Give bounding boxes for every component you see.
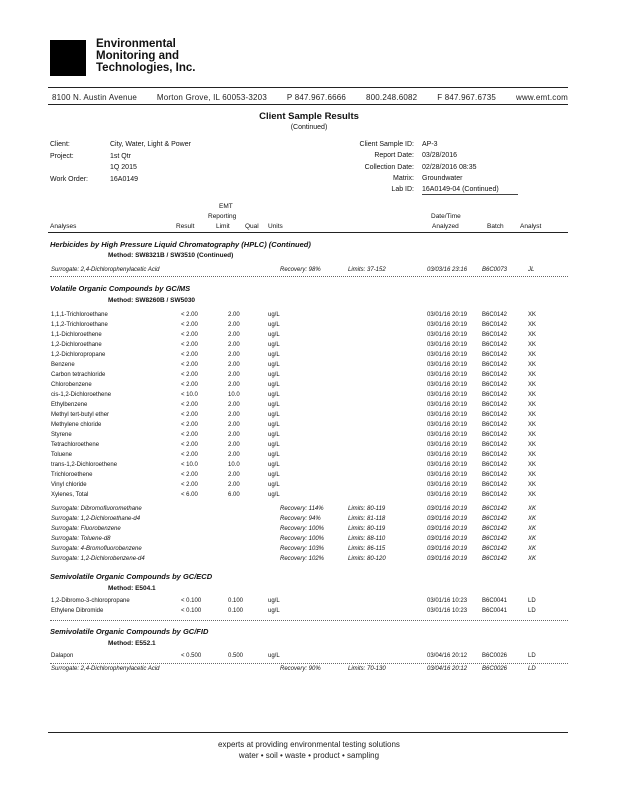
limits: Limits: 80-119 — [348, 506, 386, 512]
table-row — [50, 381, 568, 389]
analyzed-date: 03/01/16 20:19 — [427, 462, 468, 468]
col-reporting: Reporting — [208, 213, 237, 220]
analyzed-date: 03/01/16 20:19 — [427, 352, 468, 358]
analyzed-date: 03/01/16 20:19 — [427, 536, 468, 542]
analyte-name: Styrene — [51, 432, 72, 438]
analyte-name: Ethylene Dibromide — [51, 608, 104, 614]
reporting-limit: 2.00 — [228, 312, 240, 318]
col-analyses: Analyses — [50, 223, 77, 230]
analyte-name: Toluene — [51, 452, 73, 458]
analyzed-date: 03/01/16 20:19 — [427, 516, 468, 522]
result: < 2.00 — [181, 332, 198, 338]
method-voc: Method: SW8260B / SW5030 — [108, 297, 196, 304]
batch: B6C0142 — [482, 312, 508, 318]
reporting-limit: 2.00 — [228, 422, 240, 428]
result: < 2.00 — [181, 372, 198, 378]
analyzed-date: 03/01/16 20:19 — [427, 362, 468, 368]
matrix-label: Matrix: — [393, 175, 414, 182]
company-logo — [50, 40, 86, 76]
reporting-limit: 2.00 — [228, 372, 240, 378]
reporting-limit: 6.00 — [228, 492, 240, 498]
col-emt: EMT — [219, 203, 233, 210]
recovery: Recovery: 102% — [280, 556, 325, 562]
table-row — [50, 331, 568, 339]
table-row — [50, 361, 568, 369]
reporting-limit: 2.00 — [228, 362, 240, 368]
project-period-value: 1Q 2015 — [110, 164, 137, 171]
analyzed-date: 03/01/16 20:19 — [427, 332, 468, 338]
analyzed-date: 03/01/16 20:19 — [427, 392, 468, 398]
analyzed-date: 03/01/16 20:19 — [427, 556, 468, 562]
limits: Limits: 80-119 — [348, 526, 386, 532]
analyzed-date: 03/01/16 20:19 — [427, 546, 468, 552]
table-row — [50, 311, 568, 319]
company-name-line3: Technologies, Inc. — [96, 62, 196, 74]
method-svoc-fid: Method: E552.1 — [108, 640, 156, 647]
analyte-name: Tetrachloroethene — [51, 442, 100, 448]
collection-date-value: 02/28/2016 08:35 — [422, 164, 477, 171]
result: < 10.0 — [181, 462, 198, 468]
batch: B6C0142 — [482, 492, 508, 498]
col-datetime: Date/Time — [431, 213, 461, 220]
analyzed-date: 03/01/16 20:19 — [427, 472, 468, 478]
analyzed-date: 03/01/16 20:19 — [427, 412, 468, 418]
section-title-voc: Volatile Organic Compounds by GC/MS — [50, 284, 191, 293]
batch: B6C0142 — [482, 556, 508, 562]
column-header-divider — [48, 232, 568, 233]
analyst: XK — [528, 556, 537, 562]
collection-date-label: Collection Date: — [364, 164, 414, 171]
analyst: LD — [528, 666, 536, 672]
sample-id-value: AP-3 — [422, 141, 438, 148]
footer-services: water • soil • waste • product • sampling — [238, 751, 380, 760]
address-phone: P 847.967.6666 — [286, 93, 347, 102]
units: ug/L — [268, 653, 280, 659]
analyte-name: Ethylbenzene — [51, 402, 88, 408]
analyst: JL — [528, 267, 535, 273]
table-row — [50, 597, 568, 605]
analyte-name: Methylene chloride — [51, 422, 102, 428]
report-subtitle: (Continued) — [290, 124, 328, 131]
analyzed-date: 03/04/16 20:12 — [427, 653, 468, 659]
col-batch: Batch — [487, 223, 504, 230]
batch: B6C0142 — [482, 462, 508, 468]
analyst: LD — [528, 598, 536, 604]
recovery: Recovery: 103% — [280, 546, 325, 552]
analyst: XK — [528, 472, 537, 478]
section-title-hplc: Herbicides by High Pressure Liquid Chromatography (HPLC) (Continued) — [50, 240, 311, 249]
analyst: XK — [528, 352, 537, 358]
analyte-name: 1,1,1-Trichloroethane — [51, 312, 108, 318]
batch: B6C0142 — [482, 516, 508, 522]
reporting-limit: 2.00 — [228, 442, 240, 448]
table-row — [50, 351, 568, 359]
analyte-name: 1,1-Dichloroethene — [51, 332, 102, 338]
method-svoc-ecd: Method: E504.1 — [108, 585, 156, 592]
analyzed-date: 03/01/16 20:19 — [427, 482, 468, 488]
result: < 0.500 — [181, 653, 202, 659]
result: < 2.00 — [181, 352, 198, 358]
batch: B6C0142 — [482, 402, 508, 408]
analyst: XK — [528, 546, 537, 552]
result: < 2.00 — [181, 402, 198, 408]
analyzed-date: 03/04/16 20:12 — [427, 666, 468, 672]
lab-id-value: 16A0149-04 (Continued) — [422, 186, 499, 193]
batch: B6C0073 — [482, 267, 508, 273]
analyte-name: Trichloroethene — [51, 472, 93, 478]
batch: B6C0142 — [482, 372, 508, 378]
limits: Limits: 88-110 — [348, 536, 386, 542]
analyzed-date: 03/01/16 10:23 — [427, 598, 468, 604]
table-row — [50, 652, 568, 660]
result: < 2.00 — [181, 442, 198, 448]
analyte-name: 1,2-Dichloroethane — [51, 342, 102, 348]
reporting-limit: 2.00 — [228, 382, 240, 388]
units: ug/L — [268, 342, 280, 348]
units: ug/L — [268, 472, 280, 478]
method-hplc: Method: SW8321B / SW3510 (Continued) — [108, 252, 234, 259]
reporting-limit: 2.00 — [228, 482, 240, 488]
header-divider-top — [48, 87, 568, 88]
batch: B6C0142 — [482, 392, 508, 398]
batch: B6C0142 — [482, 536, 508, 542]
analyst: XK — [528, 362, 537, 368]
result: < 6.00 — [181, 492, 198, 498]
surrogate-row — [50, 525, 568, 533]
units: ug/L — [268, 312, 280, 318]
result: < 2.00 — [181, 322, 198, 328]
section-divider — [50, 620, 568, 621]
company-name-line2: Monitoring and — [96, 50, 180, 62]
analyst: XK — [528, 322, 537, 328]
analyte-name: 1,2-Dibromo-3-chloropropane — [51, 598, 130, 604]
analyzed-date: 03/01/16 20:19 — [427, 312, 468, 318]
analyst: XK — [528, 412, 537, 418]
recovery: Recovery: 114% — [280, 506, 324, 512]
analyst: XK — [528, 422, 537, 428]
units: ug/L — [268, 432, 280, 438]
analyst: XK — [528, 442, 537, 448]
section-divider — [50, 663, 568, 664]
sample-id-label: Client Sample ID: — [359, 141, 414, 148]
analyst: LD — [528, 608, 536, 614]
batch: B6C0142 — [482, 422, 508, 428]
analyst: XK — [528, 452, 537, 458]
header-divider-bottom — [48, 104, 568, 105]
table-row — [50, 391, 568, 399]
result: < 2.00 — [181, 312, 198, 318]
batch: B6C0142 — [482, 432, 508, 438]
analyzed-date: 03/03/16 23:16 — [427, 267, 468, 273]
analyst: XK — [528, 536, 537, 542]
address-street: 8100 N. Austin Avenue — [52, 93, 138, 102]
surrogate-row — [50, 515, 568, 523]
analyte-name: Benzene — [51, 362, 75, 368]
table-row — [50, 481, 568, 489]
recovery: Recovery: 90% — [280, 666, 321, 672]
project-label: Project: — [50, 153, 74, 160]
client-label: Client: — [50, 141, 70, 148]
units: ug/L — [268, 452, 280, 458]
analyte-name: cis-1,2-Dichloroethene — [51, 392, 112, 398]
analyzed-date: 03/01/16 20:19 — [427, 422, 468, 428]
result: < 10.0 — [181, 392, 198, 398]
analyte-name: Xylenes, Total — [51, 492, 89, 498]
reporting-limit: 0.100 — [228, 598, 244, 604]
section-divider — [50, 276, 568, 277]
analyte-name: Surrogate: 2,4-Dichlorophenylacetic Acid — [51, 267, 160, 273]
units: ug/L — [268, 608, 280, 614]
section-title-svoc-fid: Semivolatile Organic Compounds by GC/FID — [50, 627, 209, 636]
col-result: Result — [176, 223, 195, 230]
batch: B6C0142 — [482, 452, 508, 458]
batch: B6C0142 — [482, 526, 508, 532]
units: ug/L — [268, 492, 280, 498]
analyst: XK — [528, 332, 537, 338]
analyst: XK — [528, 506, 537, 512]
company-name — [96, 38, 195, 74]
analyzed-date: 03/01/16 20:19 — [427, 372, 468, 378]
table-row — [50, 401, 568, 409]
units: ug/L — [268, 402, 280, 408]
analyzed-date: 03/01/16 20:19 — [427, 342, 468, 348]
analyte-name: Surrogate: 4-Bromofluorobenzene — [51, 546, 142, 552]
report-date-value: 03/28/2016 — [422, 152, 458, 159]
units: ug/L — [268, 422, 280, 428]
batch: B6C0142 — [482, 506, 508, 512]
limits: Limits: 86-115 — [348, 546, 386, 552]
batch: B6C0142 — [482, 412, 508, 418]
section-title-svoc-ecd: Semivolatile Organic Compounds by GC/ECD — [50, 572, 213, 581]
table-row — [50, 431, 568, 439]
batch: B6C0142 — [482, 472, 508, 478]
analyzed-date: 03/01/16 20:19 — [427, 492, 468, 498]
work-order-label: Work Order: — [50, 176, 88, 183]
surrogate-row — [50, 555, 568, 563]
recovery: Recovery: 100% — [280, 526, 325, 532]
reporting-limit: 0.100 — [228, 608, 244, 614]
col-analyzed: Analyzed — [432, 223, 459, 230]
analyst: XK — [528, 342, 537, 348]
result: < 2.00 — [181, 432, 198, 438]
table-row — [50, 421, 568, 429]
batch: B6C0026 — [482, 653, 508, 659]
units: ug/L — [268, 598, 280, 604]
address-tollfree: 800.248.6082 — [365, 93, 418, 102]
units: ug/L — [268, 412, 280, 418]
units: ug/L — [268, 352, 280, 358]
reporting-limit: 2.00 — [228, 432, 240, 438]
surrogate-row — [50, 266, 568, 274]
limits: Limits: 81-118 — [348, 516, 386, 522]
batch: B6C0142 — [482, 352, 508, 358]
table-row — [50, 441, 568, 449]
analyzed-date: 03/01/16 20:19 — [427, 402, 468, 408]
reporting-limit: 10.0 — [228, 462, 240, 468]
batch: B6C0142 — [482, 362, 508, 368]
result: < 0.100 — [181, 608, 202, 614]
table-row — [50, 461, 568, 469]
reporting-limit: 2.00 — [228, 322, 240, 328]
analyzed-date: 03/01/16 20:19 — [427, 506, 468, 512]
footer-divider — [48, 732, 568, 733]
reporting-limit: 2.00 — [228, 342, 240, 348]
units: ug/L — [268, 462, 280, 468]
batch: B6C0041 — [482, 598, 508, 604]
limits: Limits: 70-130 — [348, 666, 386, 672]
reporting-limit: 2.00 — [228, 352, 240, 358]
analyzed-date: 03/01/16 20:19 — [427, 432, 468, 438]
analyzed-date: 03/01/16 20:19 — [427, 322, 468, 328]
analyte-name: Surrogate: 2,4-Dichlorophenylacetic Acid — [51, 666, 160, 672]
analyst: LD — [528, 653, 536, 659]
analyst: XK — [528, 382, 537, 388]
units: ug/L — [268, 372, 280, 378]
address-website: www.emt.com — [515, 93, 568, 102]
surrogate-row — [50, 535, 568, 543]
table-row — [50, 491, 568, 499]
work-order-value: 16A0149 — [110, 176, 139, 183]
batch: B6C0142 — [482, 322, 508, 328]
analyte-name: Surrogate: Fluorobenzene — [51, 526, 121, 532]
reporting-limit: 2.00 — [228, 452, 240, 458]
analyte-name: 1,2-Dichloropropane — [51, 352, 106, 358]
recovery: Recovery: 98% — [280, 267, 321, 273]
analyzed-date: 03/01/16 20:19 — [427, 382, 468, 388]
analyst: XK — [528, 526, 537, 532]
result: < 2.00 — [181, 382, 198, 388]
analyte-name: Dalapon — [51, 653, 74, 659]
lab-id-underline — [422, 194, 518, 195]
surrogate-row — [50, 665, 568, 673]
limits: Limits: 80-120 — [348, 556, 386, 562]
batch: B6C0142 — [482, 546, 508, 552]
analyst: XK — [528, 402, 537, 408]
table-row — [50, 411, 568, 419]
col-units: Units — [268, 223, 283, 230]
analyte-name: Surrogate: 1,2-Dichloroethane-d4 — [51, 516, 141, 522]
address-fax: F 847.967.6735 — [437, 93, 497, 102]
reporting-limit: 2.00 — [228, 402, 240, 408]
analyst: XK — [528, 392, 537, 398]
col-qual: Qual — [245, 223, 259, 230]
analyst: XK — [528, 372, 537, 378]
result: < 2.00 — [181, 412, 198, 418]
table-row — [50, 607, 568, 615]
units: ug/L — [268, 442, 280, 448]
recovery: Recovery: 94% — [280, 516, 321, 522]
table-row — [50, 451, 568, 459]
result: < 2.00 — [181, 362, 198, 368]
surrogate-row — [50, 545, 568, 553]
result: < 0.100 — [181, 598, 202, 604]
report-date-label: Report Date: — [374, 152, 414, 159]
analyte-name: Surrogate: Dibromofluoromethane — [51, 506, 142, 512]
analyst: XK — [528, 432, 537, 438]
table-row — [50, 341, 568, 349]
report-title: Client Sample Results — [259, 111, 359, 122]
address-city: Morton Grove, IL 60053-3203 — [156, 93, 267, 102]
col-limit: Limit — [216, 223, 230, 230]
analyte-name: Surrogate: 1,2-Dichlorobenzene-d4 — [51, 556, 145, 562]
analyzed-date: 03/01/16 10:23 — [427, 608, 468, 614]
recovery: Recovery: 100% — [280, 536, 325, 542]
analyte-name: Methyl tert-butyl ether — [51, 412, 110, 418]
result: < 2.00 — [181, 342, 198, 348]
units: ug/L — [268, 362, 280, 368]
analyst: XK — [528, 312, 537, 318]
lab-id-label: Lab ID: — [391, 186, 414, 193]
reporting-limit: 2.00 — [228, 412, 240, 418]
units: ug/L — [268, 482, 280, 488]
analyte-name: 1,1,2-Trichloroethane — [51, 322, 108, 328]
analyst: XK — [528, 462, 537, 468]
matrix-value: Groundwater — [422, 175, 463, 182]
result: < 2.00 — [181, 482, 198, 488]
reporting-limit: 0.500 — [228, 653, 244, 659]
table-row — [50, 371, 568, 379]
company-name-line1: Environmental — [96, 38, 176, 50]
analyzed-date: 03/01/16 20:19 — [427, 452, 468, 458]
units: ug/L — [268, 332, 280, 338]
batch: B6C0142 — [482, 442, 508, 448]
result: < 2.00 — [181, 472, 198, 478]
units: ug/L — [268, 382, 280, 388]
batch: B6C0026 — [482, 666, 508, 672]
analyst: XK — [528, 482, 537, 488]
result: < 2.00 — [181, 422, 198, 428]
units: ug/L — [268, 322, 280, 328]
analyzed-date: 03/01/16 20:19 — [427, 526, 468, 532]
reporting-limit: 2.00 — [228, 472, 240, 478]
batch: B6C0142 — [482, 482, 508, 488]
col-analyst: Analyst — [520, 223, 542, 230]
batch: B6C0041 — [482, 608, 508, 614]
result: < 2.00 — [181, 452, 198, 458]
batch: B6C0142 — [482, 332, 508, 338]
reporting-limit: 10.0 — [228, 392, 240, 398]
table-row — [50, 321, 568, 329]
footer-tagline: experts at providing environmental testing solutions — [218, 740, 400, 749]
analyst: XK — [528, 516, 537, 522]
table-row — [50, 471, 568, 479]
batch: B6C0142 — [482, 342, 508, 348]
limits: Limits: 37-152 — [348, 267, 386, 273]
batch: B6C0142 — [482, 382, 508, 388]
address-bar — [52, 93, 568, 102]
project-value: 1st Qtr — [110, 153, 132, 160]
analyte-name: Chlorobenzene — [51, 382, 92, 388]
analyte-name: Vinyl chloride — [51, 482, 87, 488]
analyte-name: Carbon tetrachloride — [51, 372, 106, 378]
client-value: City, Water, Light & Power — [110, 141, 191, 148]
analyte-name: Surrogate: Toluene-d8 — [51, 536, 111, 542]
analyzed-date: 03/01/16 20:19 — [427, 442, 468, 448]
analyst: XK — [528, 492, 537, 498]
reporting-limit: 2.00 — [228, 332, 240, 338]
analyte-name: trans-1,2-Dichloroethene — [51, 462, 118, 468]
surrogate-row — [50, 505, 568, 513]
units: ug/L — [268, 392, 280, 398]
